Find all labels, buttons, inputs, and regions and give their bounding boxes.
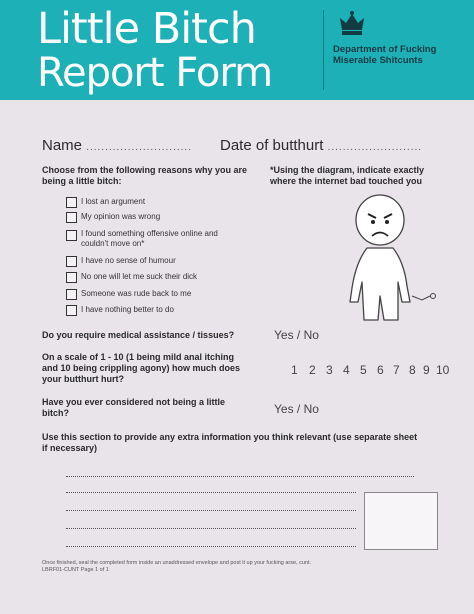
reason-label-6: Someone was rude back to me bbox=[81, 289, 192, 298]
scale-question: On a scale of 1 - 10 (1 being mild anal itching and 10 being crippling agony) how much does your butthurt hurt? bbox=[42, 352, 241, 384]
scale-option-4[interactable]: 4 bbox=[343, 363, 350, 377]
reason-checkbox-1[interactable] bbox=[66, 197, 77, 208]
footer-instruction: Once finished, seal the completed form inside an unaddressed envelope and post it up your fucking arse, cunt. bbox=[42, 560, 312, 566]
diagram-instruction: *Using the diagram, indicate exactly where the internet bad touched you bbox=[270, 165, 425, 186]
medical-question: Do you require medical assistance / tissues? bbox=[42, 330, 235, 340]
reason-checkbox-7[interactable] bbox=[66, 305, 77, 316]
reason-label-7: I have nothing better to do bbox=[81, 305, 174, 314]
scale-option-6[interactable]: 6 bbox=[377, 363, 384, 377]
considered-question: Have you ever considered not being a little bitch? bbox=[42, 397, 226, 418]
name-dotted-line: ............................ bbox=[86, 142, 192, 153]
form-title-line2: Report Form bbox=[37, 50, 273, 96]
medical-yes-no[interactable]: Yes / No bbox=[274, 328, 319, 342]
scale-option-8[interactable]: 8 bbox=[409, 363, 416, 377]
extra-info-line-4[interactable] bbox=[66, 528, 356, 529]
name-field[interactable] bbox=[42, 137, 192, 154]
reason-checkbox-6[interactable] bbox=[66, 289, 77, 300]
extra-info-line-3[interactable] bbox=[66, 510, 356, 511]
reason-label-5: No one will let me suck their dick bbox=[81, 272, 198, 281]
reason-label-2: My opinion was wrong bbox=[81, 212, 161, 221]
reason-checkbox-2[interactable] bbox=[66, 212, 77, 223]
extra-info-line-1[interactable] bbox=[66, 476, 414, 477]
extra-info-line-2[interactable] bbox=[66, 492, 356, 493]
body-diagram[interactable] bbox=[334, 192, 444, 332]
footer-reference: LBRF01-CUNT Page 1 of 1 bbox=[42, 567, 109, 573]
date-field[interactable] bbox=[220, 137, 422, 154]
reason-checkbox-5[interactable] bbox=[66, 272, 77, 283]
reason-label-1: I lost an argument bbox=[81, 197, 146, 206]
department-name: Department of Fucking Miserable Shitcunts bbox=[333, 44, 437, 66]
considered-yes-no[interactable]: Yes / No bbox=[274, 402, 319, 416]
scale-option-5[interactable]: 5 bbox=[360, 363, 367, 377]
scale-option-3[interactable]: 3 bbox=[326, 363, 333, 377]
name-label: Name bbox=[42, 137, 83, 154]
scale-option-7[interactable]: 7 bbox=[393, 363, 400, 377]
date-label: Date of butthurt bbox=[220, 137, 324, 154]
reason-checkbox-4[interactable] bbox=[66, 256, 77, 267]
date-dotted-line: ......................... bbox=[327, 142, 423, 153]
scale-option-1[interactable]: 1 bbox=[291, 363, 298, 377]
form-footer bbox=[42, 560, 442, 574]
scale-option-2[interactable]: 2 bbox=[309, 363, 316, 377]
reasons-question: Choose from the following reasons why you are being a little bitch: bbox=[42, 165, 248, 186]
form-header bbox=[0, 0, 474, 100]
scale-option-9[interactable]: 9 bbox=[423, 363, 430, 377]
reason-checkbox-3[interactable] bbox=[66, 230, 77, 241]
reason-label-3: I found something offensive online and couldn't move on* bbox=[81, 229, 218, 248]
crest-icon bbox=[336, 8, 368, 40]
stamp-box bbox=[364, 492, 438, 550]
scale-option-10[interactable]: 10 bbox=[436, 363, 450, 377]
header-divider bbox=[323, 10, 324, 90]
form-title-line1: Little Bitch bbox=[37, 4, 256, 54]
extra-info-instruction: Use this section to provide any extra information you think relevant (use separate sheet if necessary) bbox=[42, 432, 418, 453]
reason-label-4: I have no sense of humour bbox=[81, 256, 176, 265]
extra-info-line-5[interactable] bbox=[66, 546, 356, 547]
